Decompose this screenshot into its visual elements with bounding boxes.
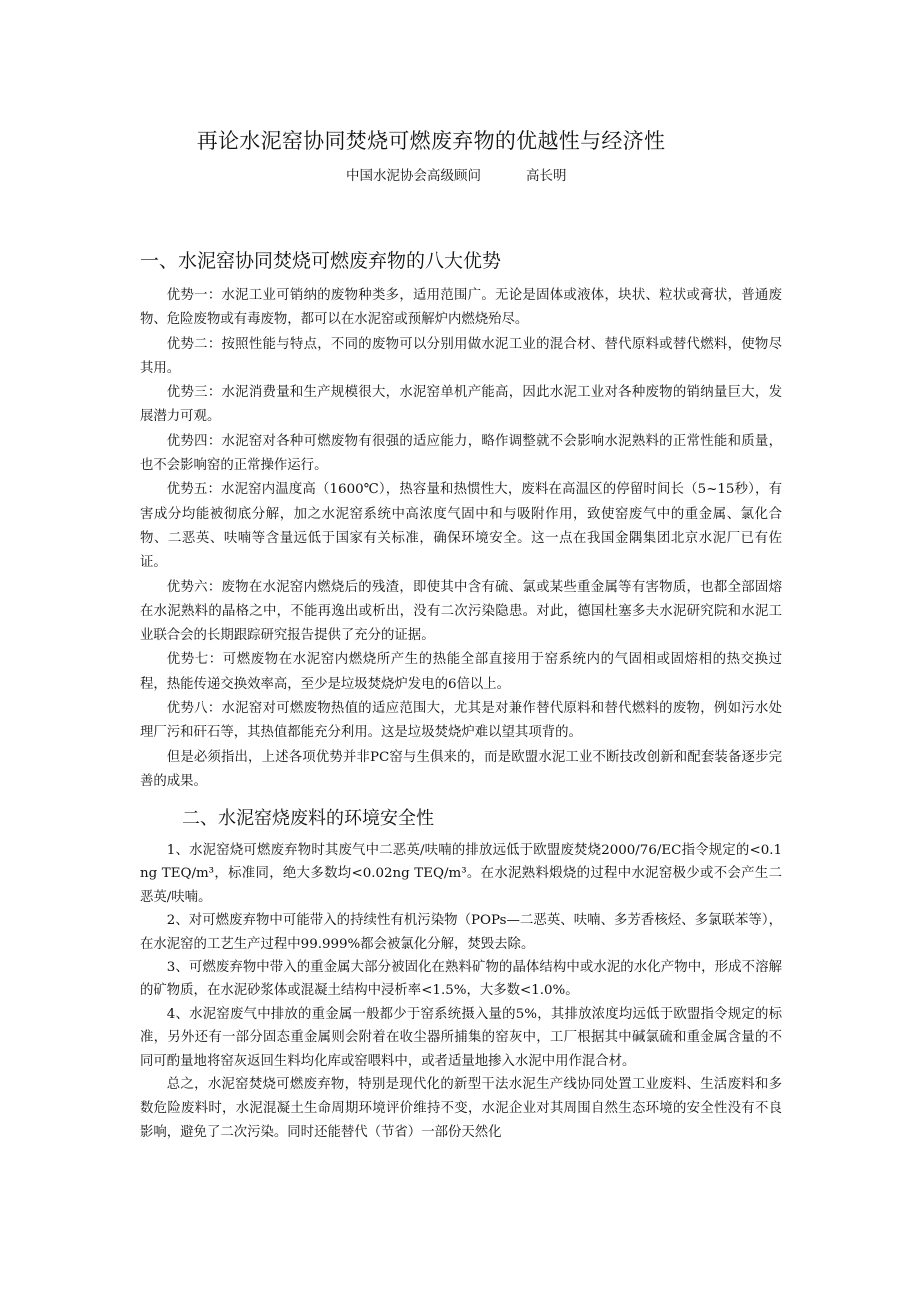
safety-point-3-paragraph: 3、可燃废弃物中带入的重金属大部分被固化在熟料矿物的晶体结构中或水泥的水化产物中，形成不溶解的矿物质，在水泥砂浆体或混凝土结构中浸析率<1.5%，大多数<1.0%。	[140, 960, 782, 999]
advantage-6-paragraph: 优势六：废物在水泥窑内燃烧后的残渣，即使其中含有硫、氯或某些重金属等有害物质，也都全部固熔在水泥熟料的晶格之中，不能再逸出或析出，没有二次污染隐患。对此，德国杜塞多夫水泥研究院和水泥工业联合会的长期跟踪研究报告提供了充分的证据。	[140, 579, 782, 644]
advantage-5-paragraph: 优势五：水泥窑内温度高（1600℃），热容量和热惯性大，废料在高温区的停留时间长（5~15秒），有害成分均能被彻底分解，加之水泥窑系统中高浓度气固中和与吸附作用，致使窑废气中的重金属、氯化合物、二恶英、呋喃等含量远低于国家有关标准，确保环境安全。这一点在我国金隅集团北京水泥厂已有佐证。	[140, 482, 782, 571]
advantage-4-paragraph: 优势四：水泥窑对各种可燃废物有很强的适应能力，略作调整就不会影响水泥熟料的正常性能和质量，也不会影响窑的正常操作运行。	[140, 433, 782, 474]
author-affiliation: 中国水泥协会高级顾问	[346, 168, 481, 184]
section2-body	[140, 839, 782, 1146]
advantage-7-paragraph: 优势七：可燃废物在水泥窑内燃烧所产生的热能全部直接用于窑系统内的气固相或固熔相的热交换过程，热能传递交换效率高，至少是垃圾焚烧炉发电的6倍以上。	[140, 652, 782, 692]
document-title: 再论水泥窑协同焚烧可燃废弃物的优越性与经济性	[196, 129, 666, 153]
safety-point-4-paragraph: 4、水泥窑废气中排放的重金属一般都少于窑系统摄入量的5%，其排放浓度均远低于欧盟指令规定的标准，另外还有一部分固态重金属则会附着在收尘器所捕集的窑灰中，工厂根据其中碱氯硫和重金属含量的不同可酌量地将窑灰返回生料均化库或窑喂料中，或者适量地掺入水泥中用作混合材。	[140, 1006, 782, 1069]
section2-heading: 二、水泥窑烧废料的环境安全性	[182, 808, 434, 829]
advantage-2-paragraph: 优势二：按照性能与特点，不同的废物可以分别用做水泥工业的混合材、替代原料或替代燃料，使物尽其用。	[140, 336, 782, 376]
advantage-8-paragraph: 优势八：水泥窑对可燃废物热值的适应范围大，尤其是对兼作替代原料和替代燃料的废物，例如污水处理厂污和矸石等，其热值都能充分利用。这是垃圾焚烧炉难以望其项背的。	[140, 701, 782, 741]
advantage-1-paragraph: 优势一：水泥工业可销纳的废物种类多，适用范围广。无论是固体或液体，块状、粒状或膏状，普通废物、危险废物或有毒废物，都可以在水泥窑或预解炉内燃烧殆尽。	[140, 288, 782, 328]
author-name: 高长明	[526, 168, 567, 184]
safety-point-2-paragraph: 2、对可燃废弃物中可能带入的持续性有机污染物（POPs—二恶英、呋喃、多芳香核烃、多氯联苯等），在水泥窑的工艺生产过程中99.999%都会被氯化分解，焚毁去除。	[140, 913, 782, 952]
advantage-3-paragraph: 优势三：水泥消费量和生产规模很大，水泥窑单机产能高，因此水泥工业对各种废物的销纳量巨大，发展潜力可观。	[140, 385, 782, 425]
section2-summary-paragraph: 总之，水泥窑焚烧可燃废弃物，特别是现代化的新型干法水泥生产线协同处置工业废料、生活废料和多数危险废料时，水泥混凝土生命周期环境评价维持不变，水泥企业对其周围自然生态环境的安全性没有不良影响，避免了二次污染。同时还能替代（节省）一部份天然化	[140, 1077, 782, 1141]
section1-heading: 一、水泥窑协同焚烧可燃废弃物的八大优势	[140, 250, 502, 272]
section1-body	[140, 284, 782, 794]
safety-point-1-paragraph: 1、水泥窑烧可燃废弃物时其废气中二恶英/呋喃的排放远低于欧盟废焚烧2000/76/EC指令规定的<0.1ng TEQ/m³，标准同，绝大多数均<0.02ng TEQ/m³。在水泥熟料煅烧的过程中水泥窑极少或不会产生二恶英/呋喃。	[140, 843, 782, 905]
section1-conclusion-paragraph: 但是必须指出，上述各项优势并非PC窑与生俱来的，而是欧盟水泥工业不断技改创新和配套装备逐步完善的成果。	[140, 749, 782, 789]
